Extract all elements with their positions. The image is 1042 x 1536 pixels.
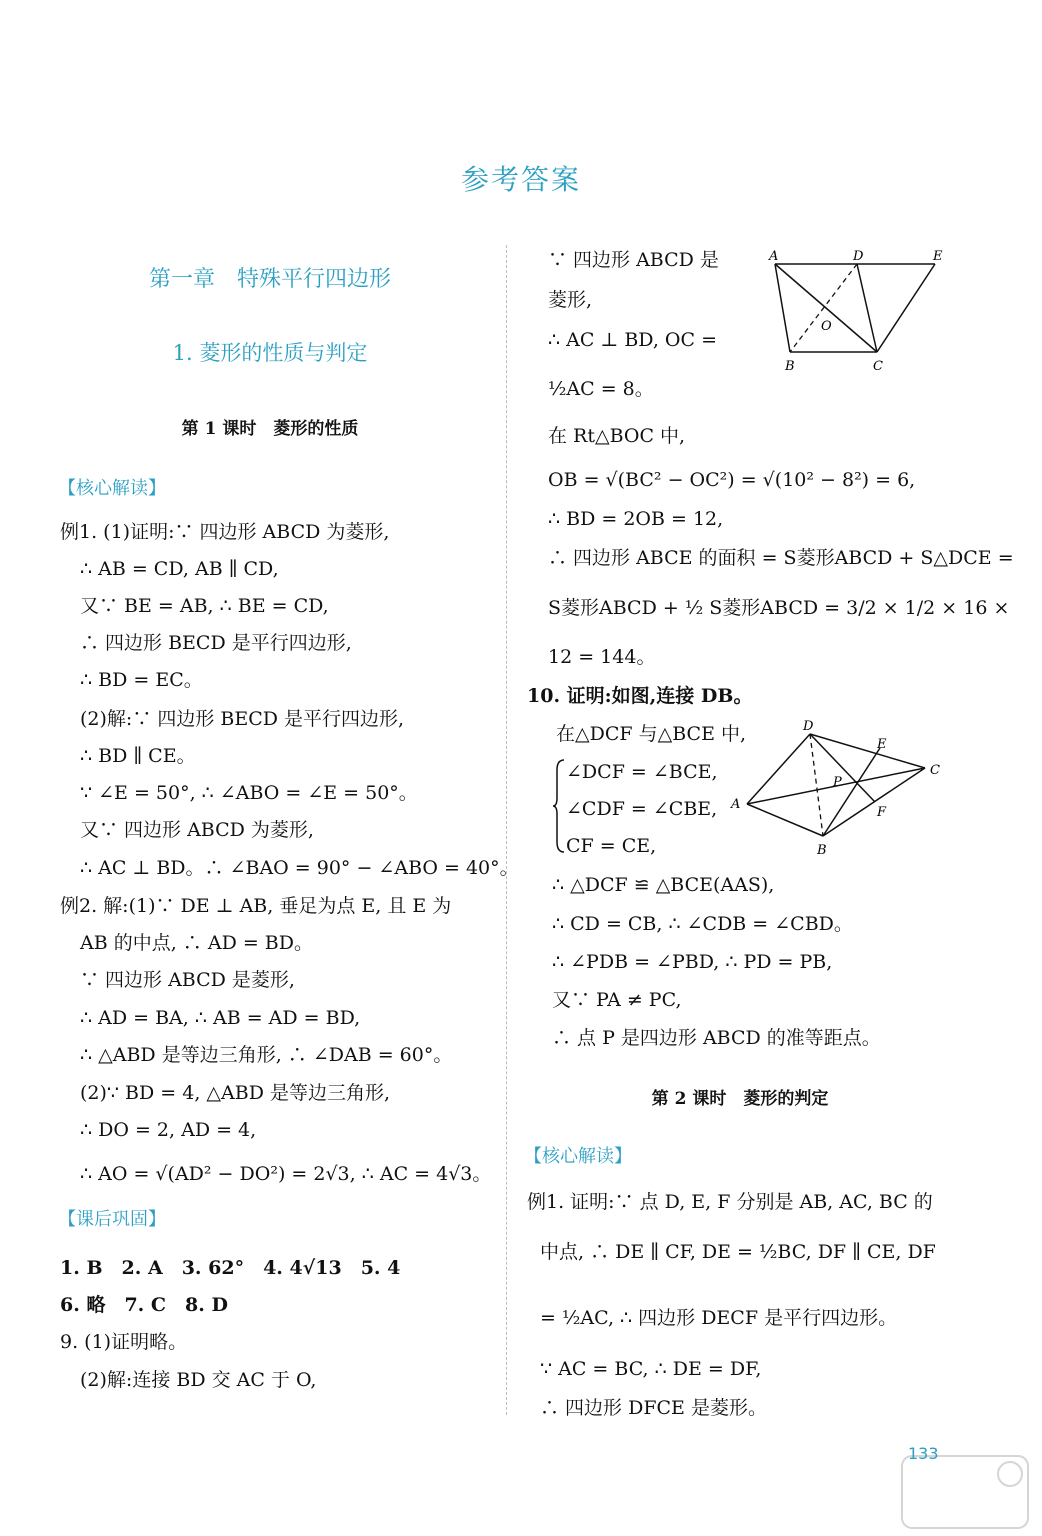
text-line: ∴ AB = CD, AB ∥ CD,	[80, 558, 279, 580]
brace-icon	[552, 758, 566, 854]
fig1-label-d: D	[853, 249, 864, 264]
text-line: ∵ AC = BC, ∴ DE = DF,	[540, 1358, 762, 1380]
fig1-label-o: O	[821, 319, 832, 334]
fig2-label-d: D	[803, 719, 814, 734]
fig1-label-a: A	[769, 249, 779, 264]
text-line: ∴ AC ⊥ BD, OC =	[548, 329, 718, 351]
section-tag-core-2: 【核心解读】	[524, 1146, 632, 1167]
text-line: ½AC = 8。	[548, 378, 654, 400]
q10-line: ∠DCF = ∠BCE,	[566, 761, 718, 783]
q10-line: ∠CDF = ∠CBE,	[566, 798, 718, 820]
lesson-title-1: 第 1 课时 菱形的性质	[181, 419, 359, 439]
text-line: 又∵ BE = AB, ∴ BE = CD,	[80, 595, 329, 617]
q10-line: ∴ 点 P 是四边形 ABCD 的准等距点。	[552, 1027, 881, 1049]
fig2-label-a: A	[731, 797, 741, 812]
column-divider	[506, 245, 507, 1415]
text-line: ∴ AC ⊥ BD。∴ ∠BAO = 90° − ∠ABO = 40°。	[80, 857, 519, 879]
text-line: ∴ 四边形 DFCE 是菱形。	[540, 1397, 767, 1419]
q10-line: ∴ CD = CB, ∴ ∠CDB = ∠CBD。	[552, 913, 853, 935]
text-line: (2)∵ BD = 4, △ABD 是等边三角形,	[80, 1082, 391, 1104]
text-line: ∴ AO = √(AD² − DO²) = 2√3, ∴ AC = 4√3。	[80, 1163, 492, 1185]
text-line: 又∵ 四边形 ABCD 为菱形,	[80, 819, 314, 841]
text-line: 例1. 证明:∵ 点 D, E, F 分别是 AB, AC, BC 的	[527, 1191, 933, 1213]
text-line: 在 Rt△BOC 中,	[548, 425, 686, 447]
answer-line: 9. (1)证明略。	[60, 1331, 188, 1353]
section-title: 1. 菱形的性质与判定	[172, 341, 368, 365]
text-line: ∵ 四边形 ABCD 是	[548, 249, 719, 271]
text-line: ∵ 四边形 ABCD 是菱形,	[80, 969, 295, 991]
text-line: 菱形,	[548, 289, 593, 311]
text-line: ∴ BD ∥ CE。	[80, 745, 196, 767]
answer-line: (2)解:连接 BD 交 AC 于 O,	[80, 1369, 317, 1391]
q10-line: 又∵ PA ≠ PC,	[552, 989, 682, 1011]
text-line: ∴ 四边形 BECD 是平行四边形,	[80, 632, 352, 654]
section-tag-core: 【核心解读】	[58, 478, 166, 499]
text-line: = ½AC, ∴ 四边形 DECF 是平行四边形。	[540, 1307, 898, 1329]
text-line: OB = √(BC² − OC²) = √(10² − 8²) = 6,	[548, 469, 916, 491]
section-tag-after: 【课后巩固】	[58, 1209, 166, 1230]
rhombus-figure-1	[765, 244, 955, 374]
fig2-label-b: B	[817, 843, 827, 858]
q10-line: ∴ ∠PDB = ∠PBD, ∴ PD = PB,	[552, 951, 833, 973]
text-line: ∵ ∠E = 50°, ∴ ∠ABO = ∠E = 50°。	[80, 782, 418, 804]
lesson-title-2: 第 2 课时 菱形的判定	[651, 1089, 829, 1109]
fig1-label-c: C	[873, 359, 883, 374]
q10-line: CF = CE,	[566, 835, 657, 857]
text-line: 12 = 144。	[548, 646, 656, 668]
quadrilateral-figure-2	[725, 718, 950, 858]
text-line: ∴ AD = BA, ∴ AB = AD = BD,	[80, 1007, 361, 1029]
fig2-label-p: P	[833, 775, 842, 790]
q10-line: ∴ △DCF ≌ △BCE(AAS),	[552, 874, 775, 896]
fig1-label-b: B	[785, 359, 795, 374]
text-line: ∴ 四边形 ABCE 的面积 = S菱形ABCD + S△DCE =	[548, 547, 1014, 569]
text-line: ∴ DO = 2, AD = 4,	[80, 1119, 257, 1141]
text-line: (2)解:∵ 四边形 BECD 是平行四边形,	[80, 708, 405, 730]
text-line: ∴ △ABD 是等边三角形, ∴ ∠DAB = 60°。	[80, 1044, 453, 1066]
q10-line: 在△DCF 与△BCE 中,	[556, 723, 747, 745]
text-line: 中点, ∴ DE ∥ CF, DE = ½BC, DF ∥ CE, DF	[540, 1241, 936, 1263]
watermark-logo	[900, 1452, 1030, 1532]
text-line: S菱形ABCD + ½ S菱形ABCD = 3/2 × 1/2 × 16 ×	[548, 597, 1010, 619]
text-line: 例1. (1)证明:∵ 四边形 ABCD 为菱形,	[60, 521, 390, 543]
q10-line: 10. 证明:如图,连接 DB。	[527, 685, 753, 707]
fig2-label-f: F	[877, 805, 887, 820]
page-title: 参考答案	[460, 163, 581, 196]
fig2-label-c: C	[930, 763, 940, 778]
chapter-title: 第一章 特殊平行四边形	[148, 267, 391, 292]
text-line: ∴ BD = 2OB = 12,	[548, 508, 724, 530]
answer-line: 1. B 2. A 3. 62° 4. 4√13 5. 4	[60, 1257, 401, 1279]
page-number: 133	[908, 1444, 939, 1463]
text-line: AB 的中点, ∴ AD = BD。	[80, 932, 313, 954]
text-line: 例2. 解:(1)∵ DE ⊥ AB, 垂足为点 E, 且 E 为	[60, 895, 452, 917]
fig2-label-e: E	[877, 737, 887, 752]
fig1-label-e: E	[933, 249, 943, 264]
answer-line: 6. 略 7. C 8. D	[60, 1294, 228, 1316]
text-line: ∴ BD = EC。	[80, 669, 203, 691]
